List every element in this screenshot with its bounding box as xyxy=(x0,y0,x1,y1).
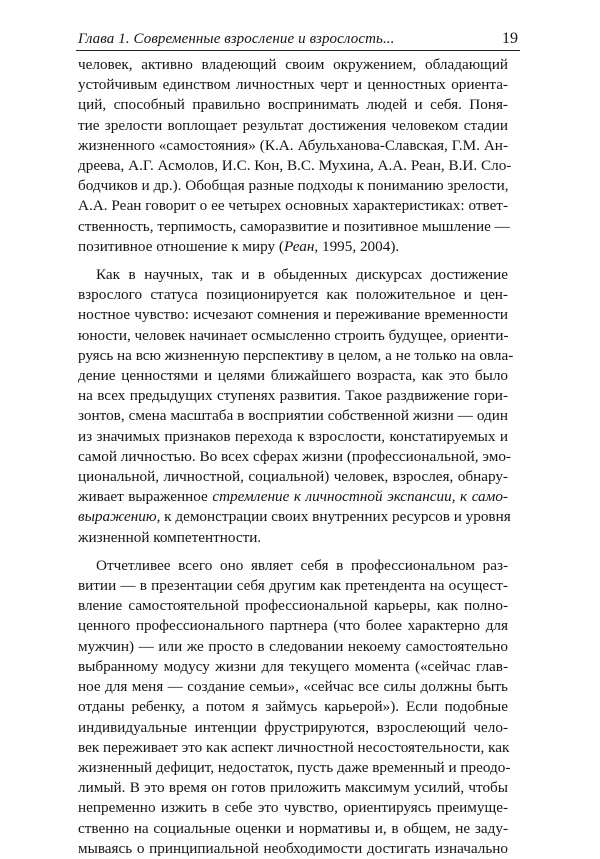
paragraph-gap xyxy=(78,548,508,556)
line-italic-text: стремление к личностной экспансии, к само- xyxy=(212,488,508,506)
line-text: жизненный дефицит, недостаток, пусть даже временный и преодо- xyxy=(78,758,511,776)
text-line xyxy=(78,326,508,346)
line-text: человек, активно владеющий своим окружением, обладающий xyxy=(78,56,508,73)
text-line xyxy=(78,738,508,758)
line-text: зонтов, смена масштаба в восприятии собственной жизни — один xyxy=(78,407,508,425)
line-text: ное для меня — создание семьи», «сейчас все силы должны быть xyxy=(78,678,508,696)
line-text: жизненной компетентности. xyxy=(78,528,262,546)
text-line xyxy=(78,346,514,366)
line-italic-text: Реан, xyxy=(283,237,319,255)
line-text: мываясь о принципиальной необходимости достигать изначально xyxy=(78,839,508,857)
text-line xyxy=(78,427,508,447)
line-text: устойчивым единством личностных черт и ценностных ориента- xyxy=(78,76,508,94)
text-line xyxy=(78,406,508,426)
text-line xyxy=(78,556,508,576)
paragraph xyxy=(78,55,512,257)
line-text: Отчетливее всего оно являет себя в профессиональном раз- xyxy=(96,556,508,574)
line-text: ценного профессионального партнера (что более характерно для xyxy=(78,617,508,635)
line-text: руясь на всю жизненную перспективу в целом, а не только на овла- xyxy=(78,346,514,364)
text-line xyxy=(78,697,508,717)
text-line xyxy=(78,95,508,115)
line-text: живает выраженное xyxy=(78,488,213,506)
line-text: А.А. Реан говорит о ее четырех основных характеристиках: ответ- xyxy=(78,197,508,215)
paragraph-gap xyxy=(78,257,508,265)
text-line xyxy=(78,366,508,386)
line-text: дреева, А.Г. Асмолов, И.С. Кон, В.С. Мухина, А.А. Реан, В.И. Сло- xyxy=(78,157,512,175)
line-text: индивидуальные интенции фрустрируются, взрослеющий чело- xyxy=(78,718,508,736)
text-line xyxy=(78,237,508,257)
line-text: из значимых признаков перехода к взрослости, констатируемых и xyxy=(78,427,508,445)
paragraph xyxy=(78,556,511,859)
line-text: позитивное отношение к миру ( xyxy=(78,237,284,255)
line-text: самой личностью. Во всех сферах жизни (профессиональной, эмо- xyxy=(78,447,511,465)
text-line xyxy=(78,778,508,798)
text-line xyxy=(78,305,508,325)
line-text: выбранному модусу жизни для текущего момента («сейчас глав- xyxy=(78,657,508,675)
text-line xyxy=(78,196,508,216)
line-text: ций, способный правильно воспринимать людей и себя. Поня- xyxy=(78,96,508,114)
line-text: отданы ребенку, а потом я займусь карьерой»). Если подобные xyxy=(78,698,508,716)
line-text: дение ценностями и целями ближайшего возраста, как это было xyxy=(78,367,508,385)
text-line xyxy=(78,447,511,467)
line-text: ностное чувство: исчезают сомнения и переживание временности xyxy=(78,306,508,324)
text-line xyxy=(78,55,508,75)
text-line xyxy=(78,217,508,237)
line-text-after: 1995, 2004). xyxy=(318,237,400,255)
running-header xyxy=(78,26,518,48)
text-line xyxy=(78,386,508,406)
line-text: ственность, терпимость, саморазвитие и позитивное мышление — xyxy=(78,217,510,235)
line-text: мужчин) — или же просто в следовании некоему самостоятельно xyxy=(78,637,508,655)
line-text: витии — в презентации себя другим как претендента на осущест- xyxy=(78,577,508,595)
line-text: вление самостоятельной профессиональной карьеры, как полно- xyxy=(78,597,508,615)
line-text: циональной, личностной, социальной) человек, взрослея, обнару- xyxy=(78,468,508,486)
text-line xyxy=(78,677,508,697)
line-text: Как в научных, так и в обыденных дискурсах достижение xyxy=(96,266,508,284)
line-text: век переживает это как аспект личностной несостоятельности, как xyxy=(78,738,510,756)
line-text: тие зрелости воплощает результат достижения человеком стадии xyxy=(78,116,508,134)
text-line xyxy=(78,176,508,196)
text-line xyxy=(78,528,508,548)
text-line xyxy=(78,798,508,818)
page-number: 19 xyxy=(502,30,518,47)
text-line xyxy=(78,156,512,176)
text-line xyxy=(78,758,511,778)
text-line xyxy=(78,116,508,136)
text-line xyxy=(78,839,508,859)
body-text xyxy=(78,55,514,859)
text-line xyxy=(78,75,508,95)
text-line xyxy=(78,657,508,677)
running-title: Глава 1. Современные взросление и взрослость... xyxy=(78,31,395,47)
line-text-after: к демонстрации своих внутренних ресурсов и уровня xyxy=(160,508,511,526)
line-text: на всех предыдущих ступенях развития. Такое раздвижение гори- xyxy=(78,387,508,405)
line-text: жизненного «самостояния» (К.А. Абульханова-Славская, Г.М. Ан- xyxy=(78,136,508,154)
text-line xyxy=(78,718,508,738)
text-line xyxy=(78,576,508,596)
line-text: ственно на социальные оценки и нормативы и, в общем, не заду- xyxy=(78,819,508,837)
text-line xyxy=(78,819,508,839)
text-line xyxy=(78,507,511,527)
text-line xyxy=(78,285,508,305)
text-line xyxy=(78,637,508,657)
text-line xyxy=(78,487,508,507)
text-line xyxy=(78,616,508,636)
paragraph xyxy=(78,265,514,548)
line-text: взрослого статуса позиционируется как положительное и цен- xyxy=(78,286,508,304)
text-line xyxy=(78,467,508,487)
line-italic-text: выражению, xyxy=(78,508,161,526)
line-text: бодчиков и др.). Обобщая разные подходы к пониманию зрелости, xyxy=(78,177,509,195)
line-text: лимый. В это время он готов приложить максимум усилий, чтобы xyxy=(78,779,508,797)
header-rule xyxy=(76,50,520,51)
line-text: юности, человек начинает осмысленно строить будущее, ориенти- xyxy=(78,326,509,344)
text-line xyxy=(78,265,508,285)
text-line xyxy=(78,596,508,616)
line-text: непременно изжить в себе это чувство, ориентируясь преимуще- xyxy=(78,799,508,817)
text-line xyxy=(78,136,508,156)
